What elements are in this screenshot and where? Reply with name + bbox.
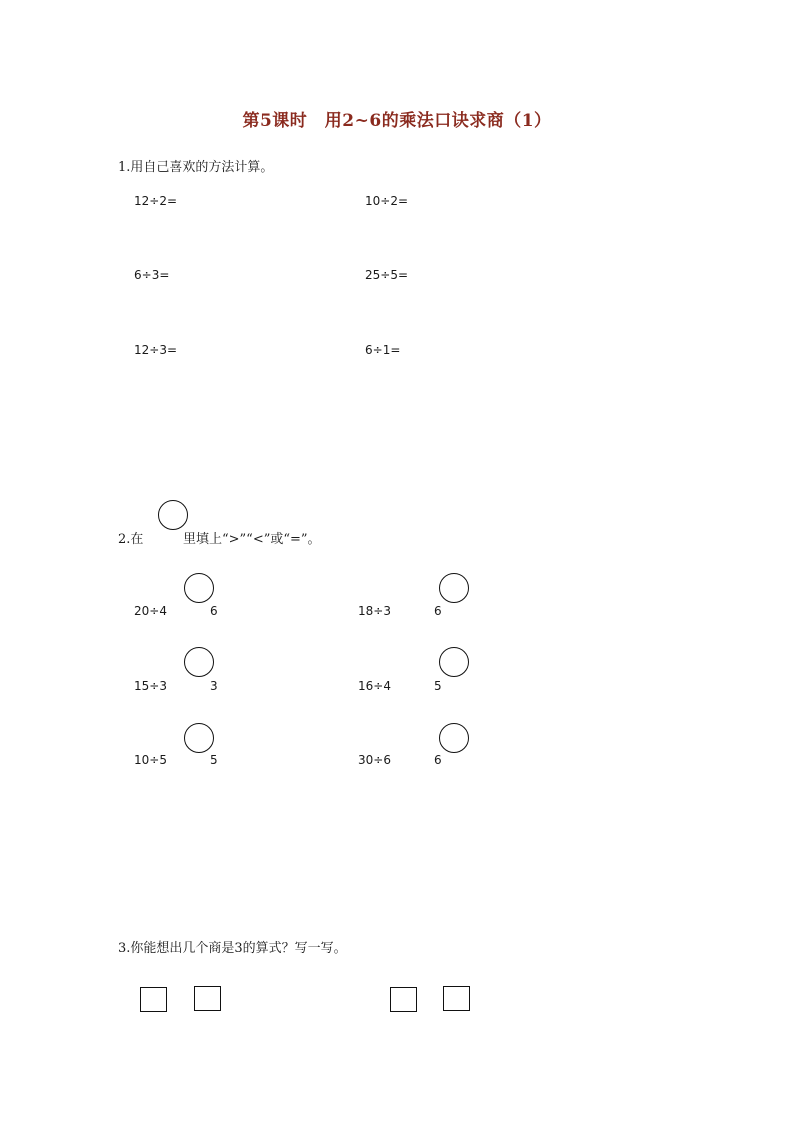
- q2-right-value: 6: [434, 604, 442, 618]
- q1-expression: 12÷2=: [134, 194, 178, 208]
- q2-right-value: 6: [210, 604, 218, 618]
- answer-circle[interactable]: [439, 573, 469, 603]
- q1-expression: 25÷5=: [365, 268, 409, 282]
- question-2-prompt-start: 2.在: [118, 532, 144, 547]
- q2-left-expression: 20÷4: [134, 604, 167, 618]
- q2-left-expression: 18÷3: [358, 604, 391, 618]
- answer-circle[interactable]: [439, 723, 469, 753]
- q2-left-expression: 30÷6: [358, 753, 391, 767]
- answer-box[interactable]: [194, 986, 221, 1011]
- q2-right-value: 5: [210, 753, 218, 767]
- q2-right-value: 5: [434, 679, 442, 693]
- q2-left-expression: 16÷4: [358, 679, 391, 693]
- q1-expression: 10÷2=: [365, 194, 409, 208]
- q2-left-expression: 10÷5: [134, 753, 167, 767]
- q1-expression: 6÷1=: [365, 343, 401, 357]
- answer-circle[interactable]: [439, 647, 469, 677]
- q2-right-value: 3: [210, 679, 218, 693]
- q2-right-value: 6: [434, 753, 442, 767]
- question-3-prompt: 3.你能想出几个商是3的算式？写一写。: [118, 941, 347, 956]
- answer-box[interactable]: [140, 987, 167, 1012]
- answer-circle[interactable]: [184, 573, 214, 603]
- answer-box[interactable]: [443, 986, 470, 1011]
- page-title: 第5课时 用2~6的乘法口诀求商（1）: [242, 111, 552, 131]
- example-circle: [158, 500, 188, 530]
- answer-box[interactable]: [390, 987, 417, 1012]
- question-2-prompt-end: 里填上“>”“<”或“=”。: [183, 532, 321, 547]
- q1-expression: 12÷3=: [134, 343, 178, 357]
- q2-left-expression: 15÷3: [134, 679, 167, 693]
- answer-circle[interactable]: [184, 723, 214, 753]
- q1-expression: 6÷3=: [134, 268, 170, 282]
- answer-circle[interactable]: [184, 647, 214, 677]
- question-1-prompt: 1.用自己喜欢的方法计算。: [118, 160, 274, 175]
